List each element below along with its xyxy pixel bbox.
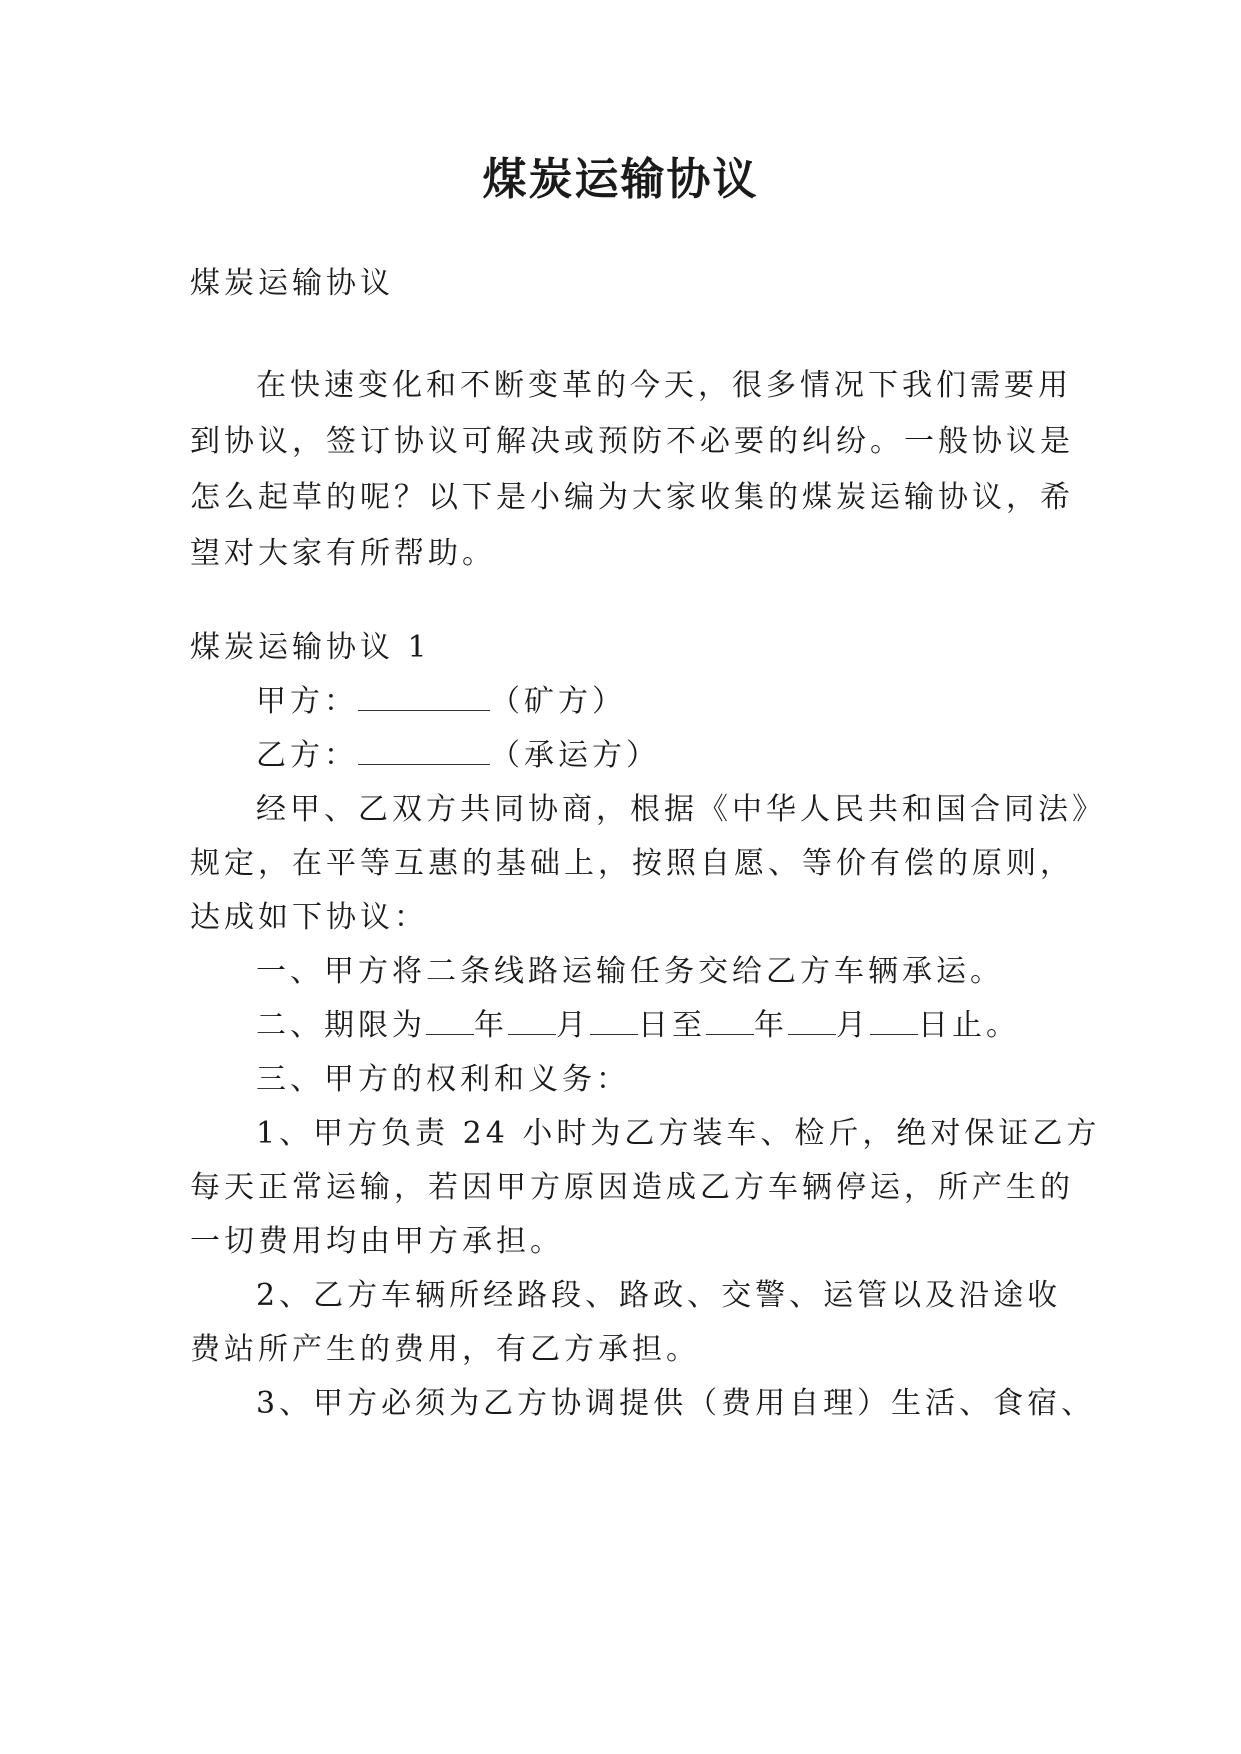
intro-line-2: 到协议，签订协议可解决或预防不必要的纠纷。一般协议是 — [190, 424, 1074, 459]
clause-3: 三、甲方的权利和义务： — [256, 1062, 630, 1097]
blank — [590, 1008, 638, 1035]
preamble-line-2: 规定，在平等互惠的基础上，按照自愿、等价有偿的原则， — [190, 846, 1074, 881]
party-a-line — [256, 682, 626, 722]
clause-2-prefix: 二、期限为 — [256, 1008, 426, 1043]
clause-2-year-end: 年 — [754, 1008, 788, 1043]
section-heading: 煤炭运输协议 1 — [190, 630, 431, 665]
document-title: 煤炭运输协议 — [482, 154, 759, 205]
document-subtitle: 煤炭运输协议 — [190, 266, 394, 301]
clause-2-month-end: 月 — [836, 1008, 870, 1043]
clause-2-month: 月 — [556, 1008, 590, 1043]
item-3-line-1: 3、甲方必须为乙方协调提供（费用自理）生活、食宿、 — [256, 1386, 1096, 1421]
preamble-line-3: 达成如下协议： — [190, 900, 428, 935]
party-a-note: （矿方） — [490, 684, 626, 719]
item-2-line-1: 2、乙方车辆所经路段、路政、交警、运管以及沿途收 — [256, 1278, 1062, 1313]
party-b-blank — [358, 738, 490, 765]
blank — [788, 1008, 836, 1035]
intro-line-1: 在快速变化和不断变革的今天，很多情况下我们需要用 — [256, 368, 1072, 403]
intro-line-4: 望对大家有所帮助。 — [190, 536, 496, 571]
preamble-line-1: 经甲、乙双方共同协商，根据《中华人民共和国合同法》 — [256, 792, 1106, 827]
clause-2-year: 年 — [474, 1008, 508, 1043]
blank — [426, 1008, 474, 1035]
clause-2-day-to: 日至 — [638, 1008, 706, 1043]
clause-2-day-end: 日止。 — [918, 1008, 1020, 1043]
item-1-line-1: 1、甲方负责 24 小时为乙方装车、检斤，绝对保证乙方 — [256, 1116, 1101, 1151]
clause-1: 一、甲方将二条线路运输任务交给乙方车辆承运。 — [256, 954, 1004, 989]
clause-2 — [256, 1006, 1020, 1046]
intro-line-3: 怎么起草的呢？以下是小编为大家收集的煤炭运输协议，希 — [190, 480, 1074, 515]
item-2-line-2: 费站所产生的费用，有乙方承担。 — [190, 1332, 700, 1367]
blank — [508, 1008, 556, 1035]
party-a-label: 甲方： — [256, 684, 358, 719]
item-1-line-3: 一切费用均由甲方承担。 — [190, 1224, 564, 1259]
party-b-note: （承运方） — [490, 738, 660, 773]
party-b-label: 乙方： — [256, 738, 358, 773]
blank — [706, 1008, 754, 1035]
item-1-line-2: 每天正常运输，若因甲方原因造成乙方车辆停运，所产生的 — [190, 1170, 1074, 1205]
party-a-blank — [358, 684, 490, 711]
party-b-line — [256, 736, 660, 776]
blank — [870, 1008, 918, 1035]
